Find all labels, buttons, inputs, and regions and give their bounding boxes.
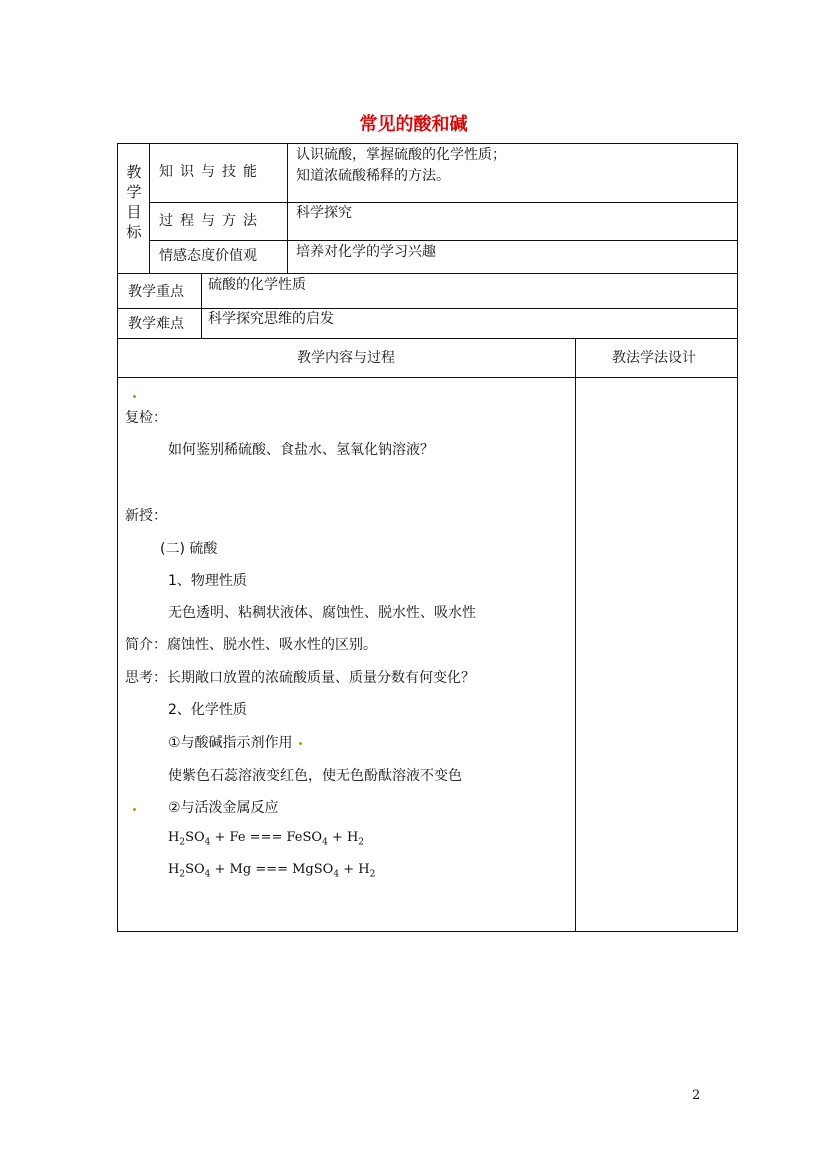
knowledge-line-2: 知道浓硫酸稀释的方法。 <box>296 168 450 184</box>
equation-mg: $H_2SO_4 + Mg$ === MgSO$_4$ + $H_2$ <box>168 862 376 880</box>
equation-fe: $H_2SO_4 + Fe$ === FeSO$_4$ + $H_2$ <box>168 830 365 848</box>
new-lesson-label: 新授： <box>125 508 167 524</box>
section-heading: (二) 硫酸 <box>160 541 218 557</box>
objectives-group-label: 教 学 目 标 <box>126 163 142 241</box>
think-question: 思考：长期敞口放置的浓硫酸质量、质量分数有何变化？ <box>125 670 475 686</box>
review-question: 如何鉴别稀硫酸、食盐水、氢氧化钠溶液？ <box>168 442 434 458</box>
key-point-value: 硫酸的化学性质 <box>208 277 306 293</box>
page-number: 2 <box>692 1088 701 1103</box>
chemical-heading: 2、化学性质 <box>168 702 247 718</box>
decorative-dot <box>299 742 302 745</box>
knowledge-line-1: 认识硫酸，掌握硫酸的化学性质； <box>296 147 506 163</box>
process-value: 科学探究 <box>296 205 352 221</box>
difficulty-value: 科学探究思维的启发 <box>208 311 334 327</box>
content-header-right: 教法学法设计 <box>612 350 696 366</box>
decorative-dot <box>133 808 136 811</box>
metal-heading: ②与活泼金属反应 <box>168 800 279 816</box>
process-label: 过程与方法 <box>159 213 264 229</box>
physical-heading: 1、物理性质 <box>168 573 247 589</box>
intro-text: 简介：腐蚀性、脱水性、吸水性的区别。 <box>125 637 377 653</box>
emotion-label: 情感态度价值观 <box>159 248 257 264</box>
review-label: 复检： <box>125 410 167 426</box>
indicator-description: 使紫色石蕊溶液变红色，使无色酚酞溶液不变色 <box>168 768 462 784</box>
emotion-value: 培养对化学的学习兴趣 <box>296 244 436 260</box>
indicator-heading: ①与酸碱指示剂作用 <box>168 735 293 751</box>
key-point-label: 教学重点 <box>128 284 184 300</box>
decorative-dot <box>133 395 136 398</box>
physical-description: 无色透明、粘稠状液体、腐蚀性、脱水性、吸水性 <box>168 605 476 621</box>
content-header-left: 教学内容与过程 <box>297 350 395 366</box>
knowledge-label: 知识与技能 <box>159 164 264 180</box>
difficulty-label: 教学难点 <box>128 316 184 332</box>
page-title: 常见的酸和碱 <box>359 114 468 135</box>
